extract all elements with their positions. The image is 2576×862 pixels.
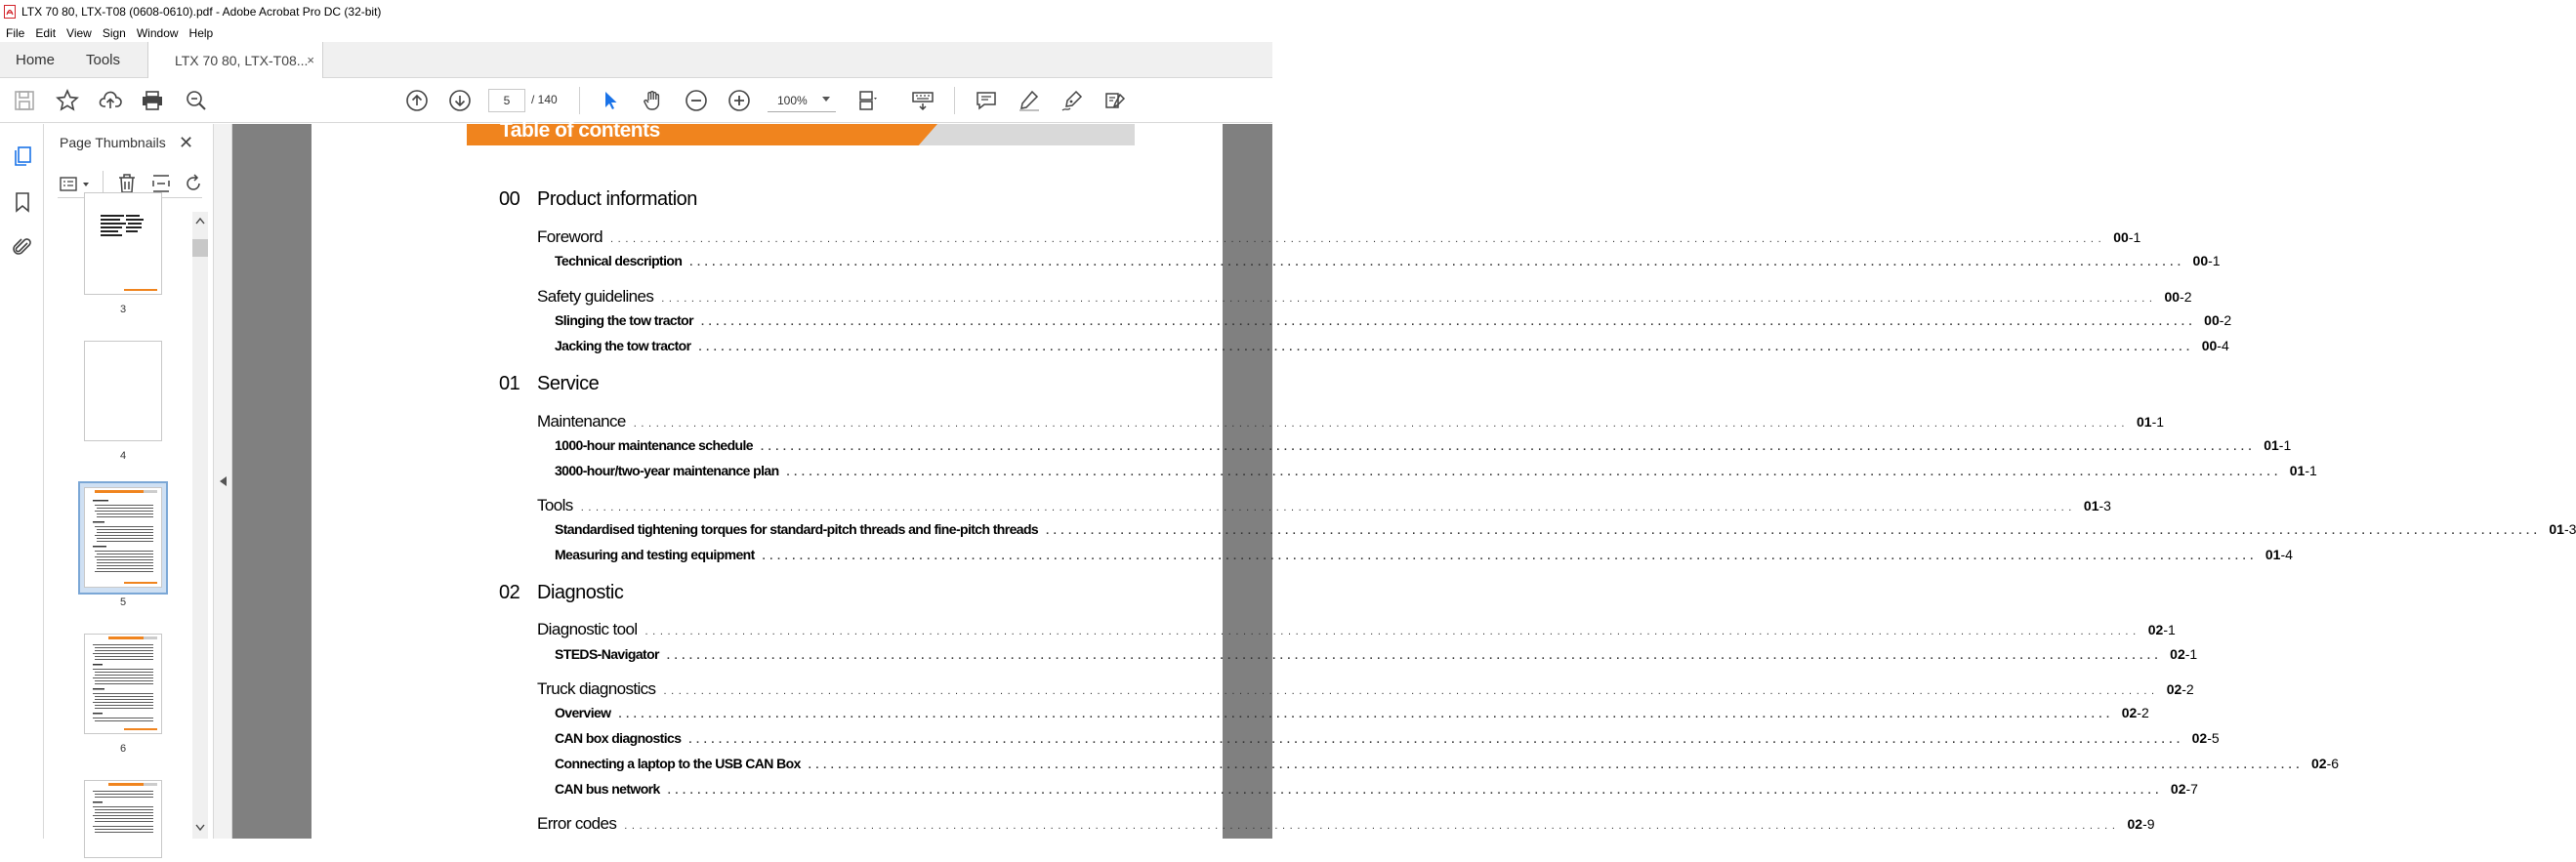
toc-leader-dots: ........................................................................................................................................................................................................ xyxy=(663,685,2159,697)
toc-entry[interactable] xyxy=(537,814,2155,834)
toc-section-title: Service xyxy=(537,373,600,394)
toc-section-number: 01 xyxy=(499,373,520,394)
toc-section-title: Diagnostic xyxy=(537,582,624,603)
zoom-level-select[interactable] xyxy=(768,89,836,112)
thumbnail-scrollbar[interactable] xyxy=(192,212,208,839)
toc-entry-page-number: -1 xyxy=(2305,463,2317,478)
toc-entry-label: Slinging the tow tractor xyxy=(555,312,693,328)
toc-entry[interactable] xyxy=(537,412,2165,431)
toc-leader-dots: ........................................................................................................................................................................................................ xyxy=(661,293,2157,305)
toc-entry[interactable] xyxy=(555,338,2229,353)
toc-entry-page xyxy=(2258,547,2293,562)
thumbnail-page-4[interactable] xyxy=(84,341,162,441)
toc-entry[interactable] xyxy=(537,620,2176,639)
window-title: LTX 70 80, LTX-T08 (0608-0610).pdf - Adobe Acrobat Pro DC (32-bit) xyxy=(21,5,382,19)
close-icon[interactable]: ✕ xyxy=(179,133,194,152)
menu-sign[interactable]: Sign xyxy=(102,25,126,40)
toc-entry-page-number: -4 xyxy=(2217,338,2229,353)
toc-entry-page-number: -4 xyxy=(2280,547,2293,562)
toc-leader-dots: ........................................................................................................................................................................................................ xyxy=(688,734,2184,746)
menu-bar xyxy=(0,23,1272,42)
toc-entry[interactable] xyxy=(537,679,2194,699)
thumbnail-page-5[interactable] xyxy=(84,487,162,588)
document-view[interactable] xyxy=(232,119,2576,839)
toc-entry-page xyxy=(2196,312,2231,328)
toc-entry[interactable] xyxy=(555,646,2198,662)
chevron-down-icon xyxy=(822,97,830,102)
toc-entry-page xyxy=(2282,463,2317,478)
menu-window[interactable]: Window xyxy=(136,25,179,40)
toc-section-heading[interactable] xyxy=(499,582,623,604)
zoom-out-icon[interactable] xyxy=(685,89,708,112)
tab-document[interactable] xyxy=(147,42,323,79)
toc-entry-page-number: -3 xyxy=(2563,521,2576,537)
toc-entry-chapter: 02 xyxy=(2127,816,2143,832)
comment-icon[interactable] xyxy=(975,89,998,112)
page-number-input[interactable] xyxy=(488,89,525,112)
toc-entry-label: Truck diagnostics xyxy=(537,679,656,698)
toc-entry-chapter: 02 xyxy=(2191,730,2208,746)
toc-section-number: 00 xyxy=(499,188,520,210)
toc-entry-page xyxy=(2304,756,2339,771)
toc-entry-chapter: 00 xyxy=(2204,312,2220,328)
toc-entry[interactable] xyxy=(555,547,2293,562)
tools-divider xyxy=(103,171,104,194)
toc-entry-page-number: -1 xyxy=(2128,229,2141,245)
page-heading: Table of contents xyxy=(500,119,660,142)
toc-entry-label: Technical description xyxy=(555,253,683,268)
toc-entry-label: Standardised tightening torques for standard-pitch threads and fine-pitch threads xyxy=(555,521,1039,537)
toc-entry-page xyxy=(2105,229,2140,245)
toolbar-divider xyxy=(579,87,580,114)
thumbnail-page-6[interactable] xyxy=(84,634,162,734)
menu-view[interactable]: View xyxy=(66,25,92,40)
toc-entry-page-number: -1 xyxy=(2208,253,2221,268)
pdf-page xyxy=(312,119,2576,846)
bookmark-star-icon[interactable] xyxy=(56,89,79,112)
toc-leader-dots: ........................................................................................................................................................................................................ xyxy=(762,551,2258,562)
toc-entry-page xyxy=(2157,289,2192,305)
scroll-down-icon[interactable] xyxy=(196,825,204,831)
toc-leader-dots: ........................................................................................................................................................................................................ xyxy=(760,441,2257,453)
toc-entry[interactable] xyxy=(537,227,2141,247)
toc-entry-label: Overview xyxy=(555,705,611,720)
toc-entry-chapter: 02 xyxy=(2170,646,2185,662)
tab-bar xyxy=(0,42,1272,78)
collapse-panel-handle[interactable] xyxy=(214,124,232,839)
toc-leader-dots: ........................................................................................................................................................................................................ xyxy=(689,257,2185,268)
toc-entry-page-number: -1 xyxy=(2163,622,2176,637)
toc-entry[interactable] xyxy=(555,312,2232,328)
attachments-paperclip-icon[interactable] xyxy=(11,235,34,259)
toc-entry[interactable] xyxy=(555,781,2198,797)
tab-close-icon[interactable]: × xyxy=(307,53,314,67)
zoom-search-icon[interactable] xyxy=(185,89,208,112)
toc-entry[interactable] xyxy=(555,437,2292,453)
tab-document-label: LTX 70 80, LTX-T08... xyxy=(175,53,309,68)
scroll-up-icon[interactable] xyxy=(196,218,204,224)
sign-fountain-pen-icon[interactable] xyxy=(1060,89,1084,112)
thumbnail-label-6: 6 xyxy=(119,743,127,755)
toc-entry[interactable] xyxy=(555,463,2317,478)
menu-edit[interactable]: Edit xyxy=(35,25,57,40)
toc-entry-page-number: -2 xyxy=(2180,289,2192,305)
toc-entry-chapter: 02 xyxy=(2147,622,2164,637)
toc-section-number: 02 xyxy=(499,582,520,603)
toc-entry[interactable] xyxy=(555,253,2221,268)
thumbnail-label-3: 3 xyxy=(119,304,127,315)
toc-entry-page-number: -3 xyxy=(2098,498,2111,513)
menu-file[interactable]: File xyxy=(6,25,25,40)
toc-entry-page xyxy=(2194,338,2229,353)
toc-leader-dots: ........................................................................................................................................................................................................ xyxy=(666,650,2163,662)
toc-entry-page-number: -7 xyxy=(2185,781,2198,797)
toc-entry-label: Diagnostic tool xyxy=(537,620,638,638)
zoom-in-icon[interactable] xyxy=(727,89,751,112)
toc-entry-page-number: -5 xyxy=(2207,730,2220,746)
toc-entry-page xyxy=(2076,498,2111,513)
toc-entry-page-number: -1 xyxy=(2278,437,2292,453)
toc-section-heading[interactable] xyxy=(499,188,697,211)
toc-entry-page xyxy=(2256,437,2291,453)
tab-tools[interactable]: Tools xyxy=(86,52,121,68)
toc-entry[interactable] xyxy=(555,521,2576,537)
toc-section-heading[interactable] xyxy=(499,373,599,395)
toc-section-title: Product information xyxy=(537,188,697,210)
keyboard-tools-icon[interactable] xyxy=(911,89,935,112)
toc-entry-chapter: 01 xyxy=(2549,521,2564,537)
thumbnail-label-5: 5 xyxy=(119,596,127,608)
panel-title: Page Thumbnails xyxy=(60,135,166,150)
toc-entry-page xyxy=(2140,622,2176,637)
thumbnails-panel xyxy=(44,124,214,839)
page-fit-icon[interactable] xyxy=(855,89,879,112)
toc-leader-dots: ........................................................................................................................................................................................................ xyxy=(808,759,2304,771)
toc-leader-dots: ........................................................................................................................................................................................................ xyxy=(667,785,2163,797)
zoom-level-value: 100% xyxy=(777,93,808,107)
toc-entry-label: Jacking the tow tractor xyxy=(555,338,691,353)
toc-entry-chapter: 00 xyxy=(2164,289,2181,305)
toc-entry-chapter: 00 xyxy=(2192,253,2209,268)
toc-entry-chapter: 02 xyxy=(2166,681,2182,697)
toc-entry-chapter: 01 xyxy=(2264,437,2279,453)
toc-entry[interactable] xyxy=(555,705,2149,720)
toc-entry-chapter: 01 xyxy=(2136,414,2152,430)
toc-leader-dots: ........................................................................................................................................................................................................ xyxy=(618,709,2114,720)
thumbnail-page-3[interactable] xyxy=(84,192,162,295)
toc-entry-page xyxy=(2159,681,2194,697)
toc-entry-page xyxy=(2129,414,2164,430)
toc-entry-page-number: -1 xyxy=(2184,646,2198,662)
toc-entry-chapter: 01 xyxy=(2083,498,2099,513)
upload-cloud-icon[interactable] xyxy=(99,89,122,112)
toc-entry-chapter: 02 xyxy=(2121,705,2138,720)
next-page-icon[interactable] xyxy=(448,89,472,112)
toc-entry-label: Safety guidelines xyxy=(537,287,654,306)
hand-tool-icon[interactable] xyxy=(641,89,664,112)
bookmarks-icon[interactable] xyxy=(11,190,34,214)
toc-entry-page xyxy=(2185,253,2221,268)
scrollbar-thumb[interactable] xyxy=(192,239,208,257)
toc-entry-page-number: -2 xyxy=(2181,681,2194,697)
rotate-icon[interactable] xyxy=(183,173,204,199)
previous-page-icon[interactable] xyxy=(405,89,429,112)
toc-entry[interactable] xyxy=(537,496,2111,515)
toc-entry-page-number: -2 xyxy=(2137,705,2149,720)
toc-entry-page xyxy=(2162,646,2197,662)
toc-entry-chapter: 02 xyxy=(2311,756,2327,771)
acrobat-pdf-icon xyxy=(4,5,16,19)
title-bar xyxy=(0,0,1272,23)
thumbnail-list xyxy=(44,212,192,839)
toc-entry-label: Measuring and testing equipment xyxy=(555,547,755,562)
collapse-left-icon[interactable] xyxy=(220,476,227,486)
toc-leader-dots: ........................................................................................................................................................................................................ xyxy=(624,820,2120,832)
menu-help[interactable]: Help xyxy=(188,25,214,40)
left-navigation-rail xyxy=(0,124,44,839)
highlight-pen-icon[interactable] xyxy=(1018,89,1041,112)
toc-leader-dots: ........................................................................................................................................................................................................ xyxy=(644,626,2140,637)
page-total: / 140 xyxy=(531,93,558,106)
toc-entry-label: Tools xyxy=(537,496,573,514)
toc-entry-page xyxy=(2184,730,2220,746)
toc-entry[interactable] xyxy=(555,730,2220,746)
toc-entry-chapter: 01 xyxy=(2264,547,2281,562)
toc-leader-dots: ........................................................................................................................................................................................................ xyxy=(1046,525,2542,537)
toc-leader-dots: ........................................................................................................................................................................................................ xyxy=(610,233,2106,245)
toolbar-divider xyxy=(954,87,955,114)
fill-sign-icon[interactable] xyxy=(1103,89,1127,112)
select-cursor-icon[interactable] xyxy=(599,89,622,112)
toc-entry-page-number: -9 xyxy=(2142,816,2155,832)
toc-entry-label: Error codes xyxy=(537,814,617,833)
toc-leader-dots: ........................................................................................................................................................................................................ xyxy=(786,467,2282,478)
toc-entry-page-number: -1 xyxy=(2151,414,2165,430)
toc-entry-chapter: 02 xyxy=(2170,781,2186,797)
toc-entry[interactable] xyxy=(555,756,2340,771)
thumbnail-page-7[interactable] xyxy=(84,780,162,858)
toc-entry-page xyxy=(2120,816,2155,832)
toc-entry-chapter: 00 xyxy=(2113,229,2129,245)
toc-entry-label: 3000-hour/two-year maintenance plan xyxy=(555,463,779,478)
toc-entry-chapter: 00 xyxy=(2201,338,2218,353)
save-icon[interactable] xyxy=(13,89,36,112)
toc-entry-chapter: 01 xyxy=(2289,463,2306,478)
toc-entry-label: STEDS-Navigator xyxy=(555,646,659,662)
toolbar xyxy=(0,78,1272,123)
toc-entry-label: Maintenance xyxy=(537,412,626,431)
toc-leader-dots: ........................................................................................................................................................................................................ xyxy=(580,502,2076,513)
page-thumbnails-icon[interactable] xyxy=(11,144,34,168)
toc-entry[interactable] xyxy=(537,287,2192,307)
thumbnail-label-4: 4 xyxy=(119,450,127,462)
toc-entry-page xyxy=(2541,521,2576,537)
print-icon[interactable] xyxy=(141,89,164,112)
toc-entry-label: Foreword xyxy=(537,227,603,246)
toc-entry-label: CAN bus network xyxy=(555,781,660,797)
toc-entry-label: Connecting a laptop to the USB CAN Box xyxy=(555,756,801,771)
tab-home[interactable]: Home xyxy=(16,52,56,68)
toc-entry-page xyxy=(2114,705,2149,720)
toc-entry-page-number: -6 xyxy=(2326,756,2340,771)
toc-entry-page-number: -2 xyxy=(2219,312,2232,328)
toc-leader-dots: ........................................................................................................................................................................................................ xyxy=(633,418,2129,430)
toc-entry-page xyxy=(2163,781,2198,797)
toc-leader-dots: ........................................................................................................................................................................................................ xyxy=(698,342,2194,353)
toc-entry-label: 1000-hour maintenance schedule xyxy=(555,437,753,453)
toc-leader-dots: ........................................................................................................................................................................................................ xyxy=(700,316,2197,328)
toc-entry-label: CAN box diagnostics xyxy=(555,730,682,746)
